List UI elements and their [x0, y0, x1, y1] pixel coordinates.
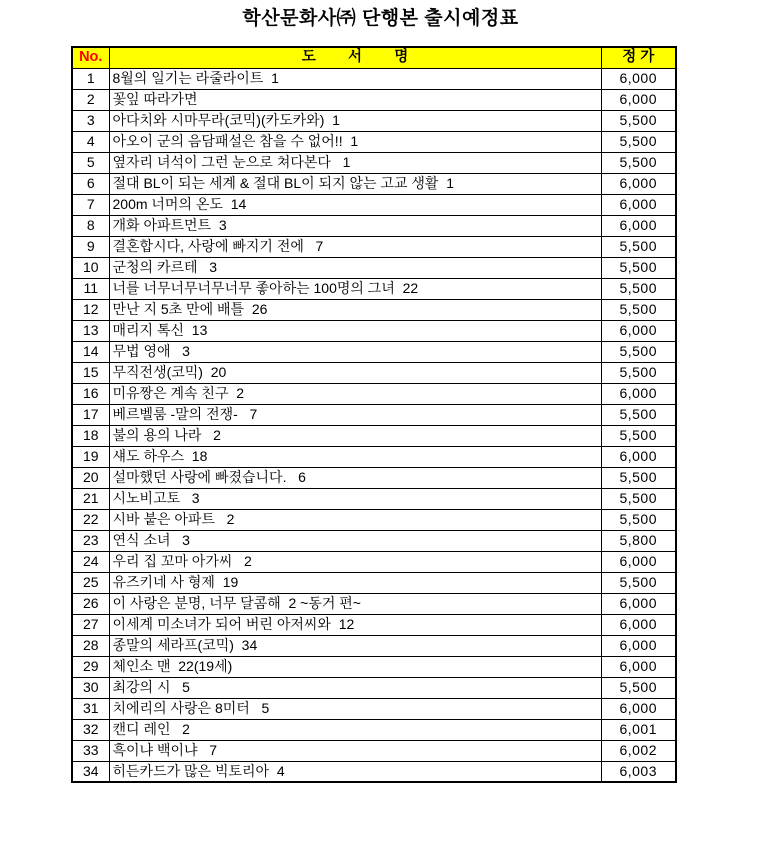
table-body: [72, 68, 676, 782]
row-price: 6,000: [601, 89, 676, 110]
row-price: 5,500: [601, 341, 676, 362]
table-row: [72, 362, 676, 383]
table-row: [72, 719, 676, 740]
row-book-title: 치에리의 사랑은 8미터 5: [109, 698, 601, 719]
table-row: [72, 320, 676, 341]
table-row: [72, 383, 676, 404]
row-number: 34: [72, 761, 109, 782]
row-book-title: 히든카드가 많은 빅토리아 4: [109, 761, 601, 782]
row-price: 5,500: [601, 425, 676, 446]
row-number: 27: [72, 614, 109, 635]
row-book-title: 절대 BL이 되는 세계 & 절대 BL이 되지 않는 고교 생활 1: [109, 173, 601, 194]
row-number: 5: [72, 152, 109, 173]
row-book-title: 최강의 시 5: [109, 677, 601, 698]
row-book-title: 시바 붙은 아파트 2: [109, 509, 601, 530]
table-row: [72, 509, 676, 530]
row-number: 2: [72, 89, 109, 110]
table-row: [72, 173, 676, 194]
row-number: 10: [72, 257, 109, 278]
row-number: 1: [72, 68, 109, 89]
table-row: [72, 341, 676, 362]
row-book-title: 체인소 맨 22(19세): [109, 656, 601, 677]
table-header-row: [72, 47, 676, 68]
table-row: [72, 677, 676, 698]
table-row: [72, 635, 676, 656]
row-price: 5,500: [601, 362, 676, 383]
row-number: 30: [72, 677, 109, 698]
table-row: [72, 698, 676, 719]
row-price: 5,500: [601, 467, 676, 488]
row-price: 5,500: [601, 677, 676, 698]
row-book-title: 무직전생(코믹) 20: [109, 362, 601, 383]
row-number: 25: [72, 572, 109, 593]
row-book-title: 무법 영애 3: [109, 341, 601, 362]
row-book-title: 200m 너머의 온도 14: [109, 194, 601, 215]
row-number: 20: [72, 467, 109, 488]
row-price: 5,500: [601, 509, 676, 530]
table-row: [72, 467, 676, 488]
table-row: [72, 404, 676, 425]
row-price: 5,800: [601, 530, 676, 551]
row-number: 28: [72, 635, 109, 656]
row-price: 6,000: [601, 215, 676, 236]
row-book-title: 섀도 하우스 18: [109, 446, 601, 467]
row-book-title: 아오이 군의 음담패설은 참을 수 없어!! 1: [109, 131, 601, 152]
row-price: 6,003: [601, 761, 676, 782]
row-book-title: 이세계 미소녀가 되어 버린 아저씨와 12: [109, 614, 601, 635]
column-header-no: No.: [72, 47, 109, 68]
row-price: 5,500: [601, 404, 676, 425]
row-number: 4: [72, 131, 109, 152]
row-book-title: 너를 너무너무너무너무 좋아하는 100명의 그녀 22: [109, 278, 601, 299]
row-price: 6,002: [601, 740, 676, 761]
table-row: [72, 152, 676, 173]
row-price: 6,000: [601, 698, 676, 719]
row-price: 6,000: [601, 446, 676, 467]
table-row: [72, 68, 676, 89]
row-price: 6,000: [601, 320, 676, 341]
table-row: [72, 299, 676, 320]
table-row: [72, 215, 676, 236]
row-price: 6,000: [601, 614, 676, 635]
row-book-title: 이 사랑은 분명, 너무 달콤해 2 ~동거 편~: [109, 593, 601, 614]
row-price: 5,500: [601, 110, 676, 131]
row-number: 26: [72, 593, 109, 614]
table-row: [72, 551, 676, 572]
table-row: [72, 278, 676, 299]
row-book-title: 설마했던 사랑에 빠졌습니다. 6: [109, 467, 601, 488]
row-number: 9: [72, 236, 109, 257]
row-price: 5,500: [601, 236, 676, 257]
row-price: 5,500: [601, 572, 676, 593]
row-price: 6,000: [601, 383, 676, 404]
row-price: 6,000: [601, 173, 676, 194]
row-book-title: 캔디 레인 2: [109, 719, 601, 740]
row-price: 6,000: [601, 194, 676, 215]
row-price: 6,000: [601, 635, 676, 656]
table-row: [72, 761, 676, 782]
row-price: 6,001: [601, 719, 676, 740]
row-number: 23: [72, 530, 109, 551]
table-row: [72, 425, 676, 446]
table-row: [72, 446, 676, 467]
table-row: [72, 194, 676, 215]
table-row: [72, 614, 676, 635]
row-book-title: 종말의 세라프(코믹) 34: [109, 635, 601, 656]
row-number: 7: [72, 194, 109, 215]
table-row: [72, 740, 676, 761]
row-book-title: 8월의 일기는 라줄라이트 1: [109, 68, 601, 89]
table-row: [72, 530, 676, 551]
row-number: 6: [72, 173, 109, 194]
column-header-book-title: 도 서 명: [109, 47, 601, 68]
row-book-title: 미유짱은 계속 친구 2: [109, 383, 601, 404]
row-book-title: 아다치와 시마무라(코믹)(카도카와) 1: [109, 110, 601, 131]
row-book-title: 만난 지 5초 만에 배틀 26: [109, 299, 601, 320]
row-number: 15: [72, 362, 109, 383]
row-number: 32: [72, 719, 109, 740]
row-book-title: 불의 용의 나라 2: [109, 425, 601, 446]
row-price: 6,000: [601, 68, 676, 89]
table-row: [72, 656, 676, 677]
table-row: [72, 110, 676, 131]
row-book-title: 군청의 카르테 3: [109, 257, 601, 278]
row-number: 8: [72, 215, 109, 236]
row-number: 31: [72, 698, 109, 719]
row-price: 5,500: [601, 131, 676, 152]
row-number: 29: [72, 656, 109, 677]
row-book-title: 매리지 톡신 13: [109, 320, 601, 341]
row-number: 17: [72, 404, 109, 425]
table-row: [72, 257, 676, 278]
row-book-title: 연식 소녀 3: [109, 530, 601, 551]
row-number: 3: [72, 110, 109, 131]
row-book-title: 시노비고토 3: [109, 488, 601, 509]
row-number: 21: [72, 488, 109, 509]
page-title: 학산문화사㈜ 단행본 출시예정표: [242, 8, 519, 29]
row-number: 14: [72, 341, 109, 362]
table-row: [72, 236, 676, 257]
table-row: [72, 131, 676, 152]
column-header-price: 정 가: [601, 47, 676, 68]
row-book-title: 개화 아파트먼트 3: [109, 215, 601, 236]
row-price: 6,000: [601, 593, 676, 614]
row-number: 18: [72, 425, 109, 446]
table-row: [72, 572, 676, 593]
table-row: [72, 89, 676, 110]
table-row: [72, 488, 676, 509]
row-price: 5,500: [601, 299, 676, 320]
row-number: 12: [72, 299, 109, 320]
row-number: 22: [72, 509, 109, 530]
row-number: 16: [72, 383, 109, 404]
row-book-title: 옆자리 녀석이 그런 눈으로 쳐다본다 1: [109, 152, 601, 173]
table-row: [72, 593, 676, 614]
row-book-title: 꽃잎 따라가면: [109, 89, 601, 110]
book-release-table: [71, 46, 677, 783]
row-book-title: 유즈키네 사 형제 19: [109, 572, 601, 593]
row-number: 11: [72, 278, 109, 299]
row-price: 6,000: [601, 656, 676, 677]
row-book-title: 결혼합시다, 사랑에 빠지기 전에 7: [109, 236, 601, 257]
row-price: 5,500: [601, 257, 676, 278]
row-price: 6,000: [601, 551, 676, 572]
row-number: 19: [72, 446, 109, 467]
row-book-title: 우리 집 꼬마 아가씨 2: [109, 551, 601, 572]
row-price: 5,500: [601, 278, 676, 299]
row-price: 5,500: [601, 488, 676, 509]
row-number: 13: [72, 320, 109, 341]
row-number: 33: [72, 740, 109, 761]
row-book-title: 베르벨룸 -말의 전쟁- 7: [109, 404, 601, 425]
row-book-title: 흑이냐 백이냐 7: [109, 740, 601, 761]
row-price: 5,500: [601, 152, 676, 173]
row-number: 24: [72, 551, 109, 572]
